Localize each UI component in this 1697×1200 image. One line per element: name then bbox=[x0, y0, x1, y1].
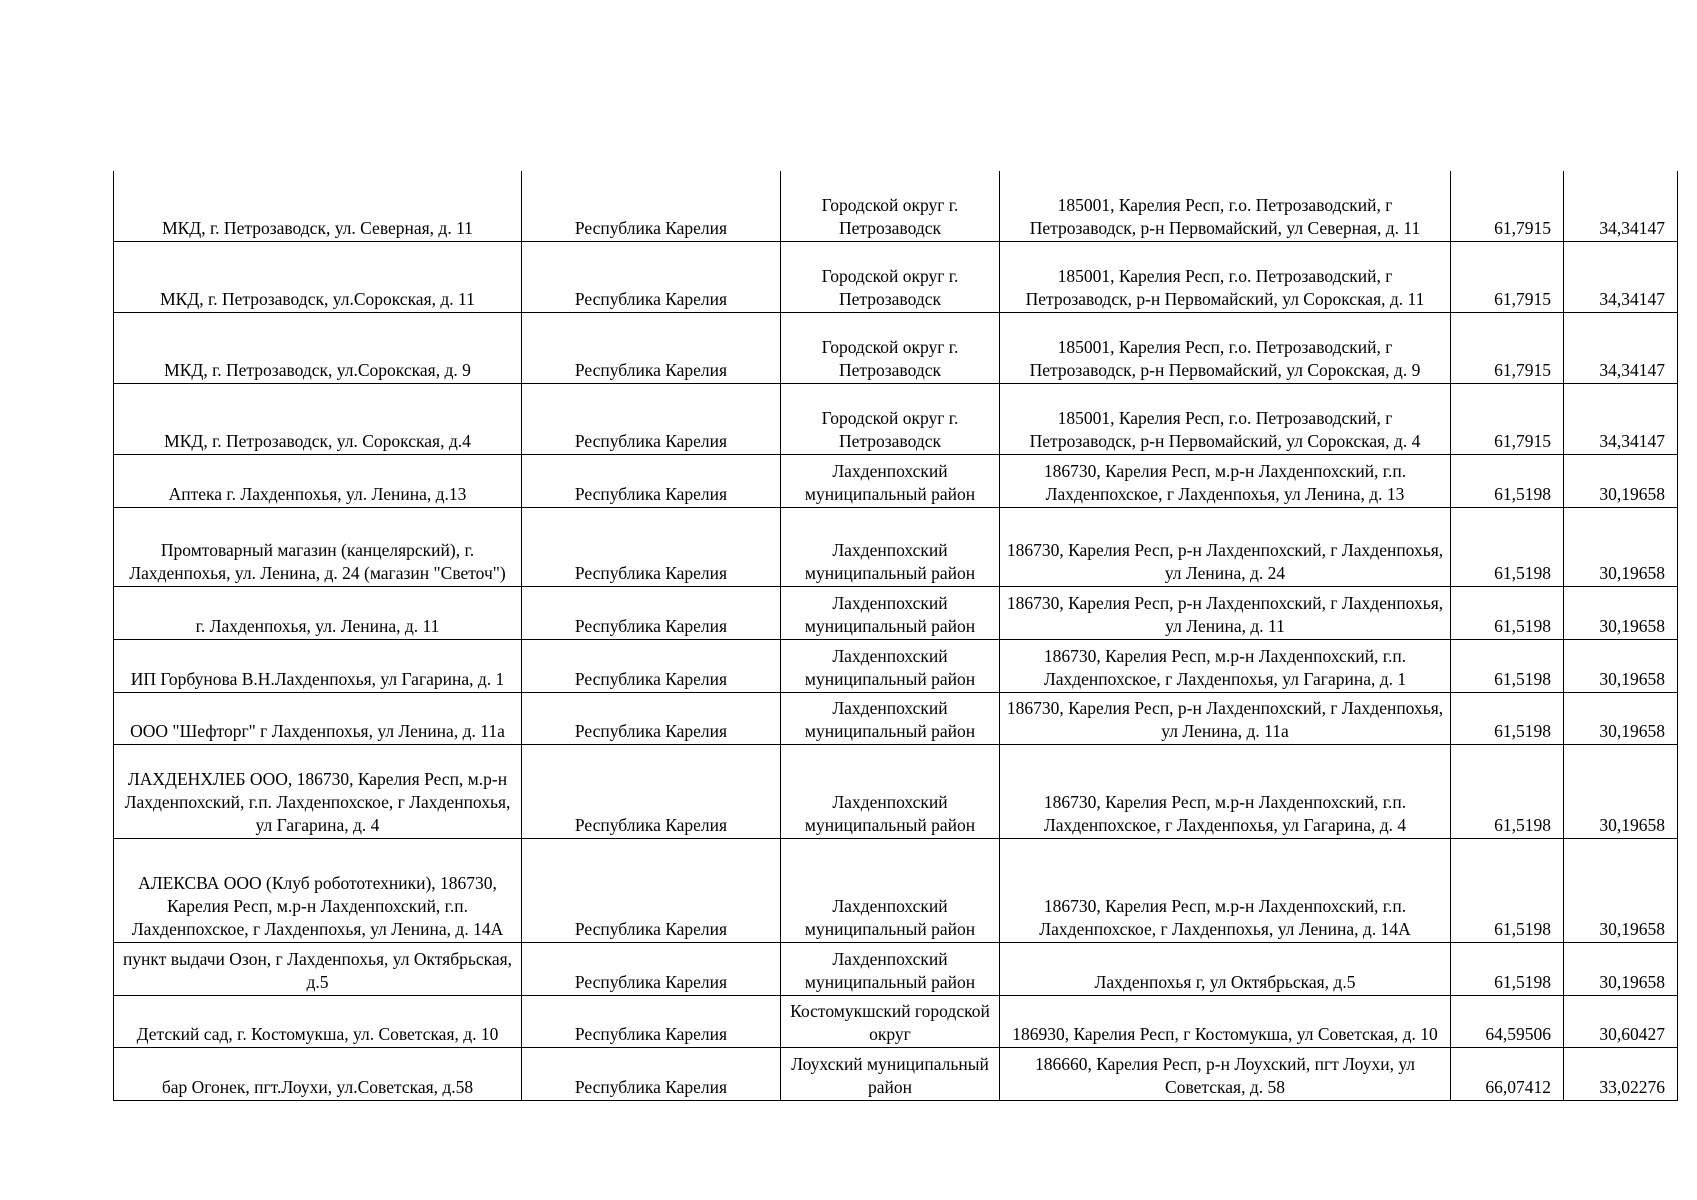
longitude-cell: 30,19658 bbox=[1564, 942, 1678, 995]
municipality-cell: Лахденпохский муниципальный район bbox=[781, 744, 1000, 838]
region-cell: Республика Карелия bbox=[522, 586, 781, 639]
address-cell: 186930, Карелия Респ, г Костомукша, ул Советская, д. 10 bbox=[1000, 995, 1451, 1047]
address-cell: Лахденпохья г, ул Октябрьская, д.5 bbox=[1000, 942, 1451, 995]
object-name-cell: МКД, г. Петрозаводск, ул.Сорокская, д. 11 bbox=[114, 241, 522, 312]
latitude-cell: 61,7915 bbox=[1451, 383, 1564, 454]
object-name-cell: бар Огонек, пгт.Лоухи, ул.Советская, д.58 bbox=[114, 1047, 522, 1100]
longitude-cell: 30,19658 bbox=[1564, 639, 1678, 692]
municipality-cell: Городской округ г. Петрозаводск bbox=[781, 383, 1000, 454]
longitude-cell: 30,19658 bbox=[1564, 507, 1678, 586]
table-row bbox=[114, 942, 1678, 995]
latitude-cell: 64,59506 bbox=[1451, 995, 1564, 1047]
address-cell: 186730, Карелия Респ, м.р-н Лахденпохский, г.п. Лахденпохское, г Лахденпохья, ул Гагарина, д. 1 bbox=[1000, 639, 1451, 692]
municipality-cell: Костомукшский городской округ bbox=[781, 995, 1000, 1047]
address-cell: 185001, Карелия Респ, г.о. Петрозаводский, г Петрозаводск, р-н Первомайский, ул Сорокская, д. 11 bbox=[1000, 241, 1451, 312]
longitude-cell: 30,19658 bbox=[1564, 692, 1678, 744]
municipality-cell: Лахденпохский муниципальный район bbox=[781, 586, 1000, 639]
region-cell: Республика Карелия bbox=[522, 838, 781, 942]
address-cell: 186730, Карелия Респ, м.р-н Лахденпохский, г.п. Лахденпохское, г Лахденпохья, ул Ленина, д. 13 bbox=[1000, 454, 1451, 507]
table-row bbox=[114, 744, 1678, 838]
table-row bbox=[114, 171, 1678, 241]
address-cell: 186730, Карелия Респ, р-н Лахденпохский, г Лахденпохья, ул Ленина, д. 11 bbox=[1000, 586, 1451, 639]
address-cell: 186660, Карелия Респ, р-н Лоухский, пгт Лоухи, ул Советская, д. 58 bbox=[1000, 1047, 1451, 1100]
municipality-cell: Лахденпохский муниципальный район bbox=[781, 838, 1000, 942]
latitude-cell: 61,5198 bbox=[1451, 692, 1564, 744]
table-row bbox=[114, 241, 1678, 312]
latitude-cell: 61,5198 bbox=[1451, 586, 1564, 639]
latitude-cell: 61,5198 bbox=[1451, 838, 1564, 942]
longitude-cell: 30,19658 bbox=[1564, 454, 1678, 507]
municipality-cell: Лахденпохский муниципальный район bbox=[781, 692, 1000, 744]
region-cell: Республика Карелия bbox=[522, 995, 781, 1047]
address-cell: 186730, Карелия Респ, р-н Лахденпохский, г Лахденпохья, ул Ленина, д. 11а bbox=[1000, 692, 1451, 744]
object-name-cell: пункт выдачи Озон, г Лахденпохья, ул Октябрьская, д.5 bbox=[114, 942, 522, 995]
municipality-cell: Городской округ г. Петрозаводск bbox=[781, 312, 1000, 383]
address-cell: 186730, Карелия Респ, м.р-н Лахденпохский, г.п. Лахденпохское, г Лахденпохья, ул Ленина, д. 14А bbox=[1000, 838, 1451, 942]
latitude-cell: 61,5198 bbox=[1451, 744, 1564, 838]
longitude-cell: 34,34147 bbox=[1564, 171, 1678, 241]
region-cell: Республика Карелия bbox=[522, 744, 781, 838]
region-cell: Республика Карелия bbox=[522, 942, 781, 995]
region-cell: Республика Карелия bbox=[522, 507, 781, 586]
region-cell: Республика Карелия bbox=[522, 171, 781, 241]
object-name-cell: г. Лахденпохья, ул. Ленина, д. 11 bbox=[114, 586, 522, 639]
object-name-cell: Аптека г. Лахденпохья, ул. Ленина, д.13 bbox=[114, 454, 522, 507]
longitude-cell: 30,19658 bbox=[1564, 586, 1678, 639]
data-table bbox=[113, 171, 1678, 1101]
longitude-cell: 33,02276 bbox=[1564, 1047, 1678, 1100]
table-row bbox=[114, 383, 1678, 454]
region-cell: Республика Карелия bbox=[522, 312, 781, 383]
table-row bbox=[114, 454, 1678, 507]
table-row bbox=[114, 586, 1678, 639]
table-row bbox=[114, 838, 1678, 942]
longitude-cell: 34,34147 bbox=[1564, 383, 1678, 454]
longitude-cell: 30,19658 bbox=[1564, 838, 1678, 942]
municipality-cell: Городской округ г. Петрозаводск bbox=[781, 241, 1000, 312]
longitude-cell: 34,34147 bbox=[1564, 312, 1678, 383]
table-row bbox=[114, 995, 1678, 1047]
municipality-cell: Лахденпохский муниципальный район bbox=[781, 942, 1000, 995]
municipality-cell: Лоухский муниципальный район bbox=[781, 1047, 1000, 1100]
address-cell: 185001, Карелия Респ, г.о. Петрозаводский, г Петрозаводск, р-н Первомайский, ул Северная, д. 11 bbox=[1000, 171, 1451, 241]
region-cell: Республика Карелия bbox=[522, 692, 781, 744]
table-row bbox=[114, 312, 1678, 383]
region-cell: Республика Карелия bbox=[522, 454, 781, 507]
address-cell: 185001, Карелия Респ, г.о. Петрозаводский, г Петрозаводск, р-н Первомайский, ул Сорокская, д. 9 bbox=[1000, 312, 1451, 383]
object-name-cell: ООО "Шефторг" г Лахденпохья, ул Ленина, д. 11а bbox=[114, 692, 522, 744]
object-name-cell: ЛАХДЕНХЛЕБ ООО, 186730, Карелия Респ, м.р-н Лахденпохский, г.п. Лахденпохское, г Лахденпохья, ул Гагарина, д. 4 bbox=[114, 744, 522, 838]
latitude-cell: 66,07412 bbox=[1451, 1047, 1564, 1100]
region-cell: Республика Карелия bbox=[522, 241, 781, 312]
region-cell: Республика Карелия bbox=[522, 639, 781, 692]
latitude-cell: 61,7915 bbox=[1451, 171, 1564, 241]
latitude-cell: 61,7915 bbox=[1451, 241, 1564, 312]
latitude-cell: 61,5198 bbox=[1451, 639, 1564, 692]
table-row bbox=[114, 1047, 1678, 1100]
region-cell: Республика Карелия bbox=[522, 1047, 781, 1100]
latitude-cell: 61,7915 bbox=[1451, 312, 1564, 383]
object-name-cell: ИП Горбунова В.Н.Лахденпохья, ул Гагарина, д. 1 bbox=[114, 639, 522, 692]
object-name-cell: МКД, г. Петрозаводск, ул. Сорокская, д.4 bbox=[114, 383, 522, 454]
longitude-cell: 34,34147 bbox=[1564, 241, 1678, 312]
latitude-cell: 61,5198 bbox=[1451, 942, 1564, 995]
address-cell: 186730, Карелия Респ, р-н Лахденпохский, г Лахденпохья, ул Ленина, д. 24 bbox=[1000, 507, 1451, 586]
address-cell: 186730, Карелия Респ, м.р-н Лахденпохский, г.п. Лахденпохское, г Лахденпохья, ул Гагарина, д. 4 bbox=[1000, 744, 1451, 838]
object-name-cell: АЛЕКСВА ООО (Клуб робототехники), 186730, Карелия Респ, м.р-н Лахденпохский, г.п. Лахденпохское, г Лахденпохья, ул Ленина, д. 14А bbox=[114, 838, 522, 942]
latitude-cell: 61,5198 bbox=[1451, 507, 1564, 586]
municipality-cell: Лахденпохский муниципальный район bbox=[781, 639, 1000, 692]
longitude-cell: 30,19658 bbox=[1564, 744, 1678, 838]
table-row bbox=[114, 507, 1678, 586]
address-cell: 185001, Карелия Респ, г.о. Петрозаводский, г Петрозаводск, р-н Первомайский, ул Сорокская, д. 4 bbox=[1000, 383, 1451, 454]
municipality-cell: Лахденпохский муниципальный район bbox=[781, 454, 1000, 507]
longitude-cell: 30,60427 bbox=[1564, 995, 1678, 1047]
municipality-cell: Лахденпохский муниципальный район bbox=[781, 507, 1000, 586]
table-body bbox=[114, 171, 1678, 1100]
object-name-cell: МКД, г. Петрозаводск, ул. Северная, д. 11 bbox=[114, 171, 522, 241]
latitude-cell: 61,5198 bbox=[1451, 454, 1564, 507]
object-name-cell: Детский сад, г. Костомукша, ул. Советская, д. 10 bbox=[114, 995, 522, 1047]
municipality-cell: Городской округ г. Петрозаводск bbox=[781, 171, 1000, 241]
object-name-cell: Промтоварный магазин (канцелярский), г. Лахденпохья, ул. Ленина, д. 24 (магазин "Светоч") bbox=[114, 507, 522, 586]
object-name-cell: МКД, г. Петрозаводск, ул.Сорокская, д. 9 bbox=[114, 312, 522, 383]
table-row bbox=[114, 692, 1678, 744]
region-cell: Республика Карелия bbox=[522, 383, 781, 454]
table-row bbox=[114, 639, 1678, 692]
